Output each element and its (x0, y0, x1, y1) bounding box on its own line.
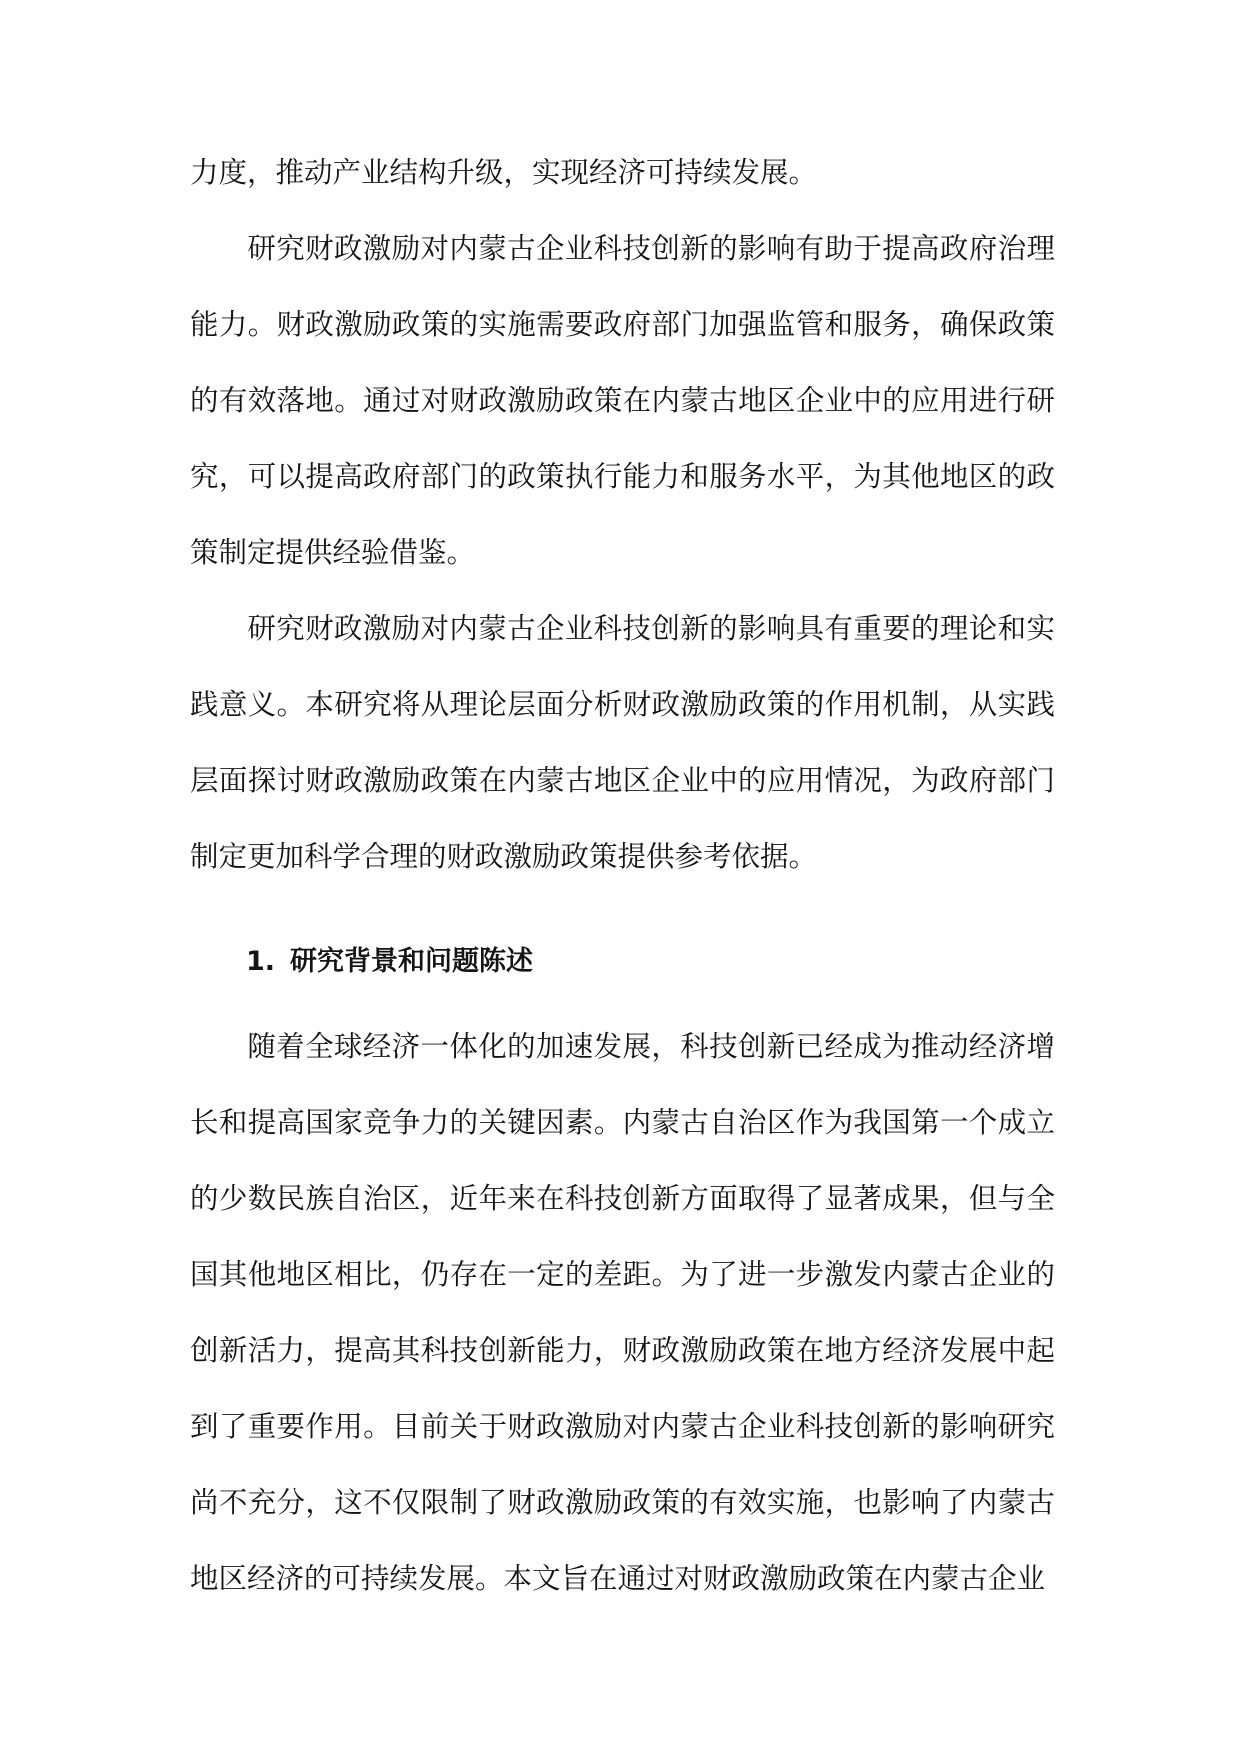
paragraph-text: 研究财政激励对内蒙古企业科技创新的影响具有重要的理论和实践意义。本研究将从理论层面分析财政激励政策的作用机制，从实践层面探讨财政激励政策在内蒙古地区企业中的应用情况，为政府部门制定更加科学合理的财政激励政策提供参考依据。 (190, 612, 1055, 873)
paragraph-continuation (190, 135, 1055, 211)
paragraph-background (190, 1009, 1055, 1617)
paragraph-text: 力度，推动产业结构升级，实现经济可持续发展。 (190, 156, 818, 189)
section-number: 1. (246, 946, 276, 977)
paragraph-text: 随着全球经济一体化的加速发展，科技创新已经成为推动经济增长和提高国家竞争力的关键因素。内蒙古自治区作为我国第一个成立的少数民族自治区，近年来在科技创新方面取得了显著成果，但与全国其他地区相比，仍存在一定的差距。为了进一步激发内蒙古企业的创新活力，提高其科技创新能力，财政激励政策在地方经济发展中起到了重要作用。目前关于财政激励对内蒙古企业科技创新的影响研究尚不充分，这不仅限制了财政激励政策的有效实施，也影响了内蒙古地区经济的可持续发展。本文旨在通过对财政激励政策在内蒙古企业 (190, 1030, 1055, 1595)
section-title: 研究背景和问题陈述 (290, 946, 533, 977)
paragraph-text: 研究财政激励对内蒙古企业科技创新的影响有助于提高政府治理能力。财政激励政策的实施需要政府部门加强监管和服务，确保政策的有效落地。通过对财政激励政策在内蒙古地区企业中的应用进行研究，可以提高政府部门的政策执行能力和服务水平，为其他地区的政策制定提供经验借鉴。 (190, 232, 1055, 569)
paragraph-governance (190, 211, 1055, 591)
section-heading (246, 924, 533, 1000)
paragraph-significance (190, 591, 1055, 895)
